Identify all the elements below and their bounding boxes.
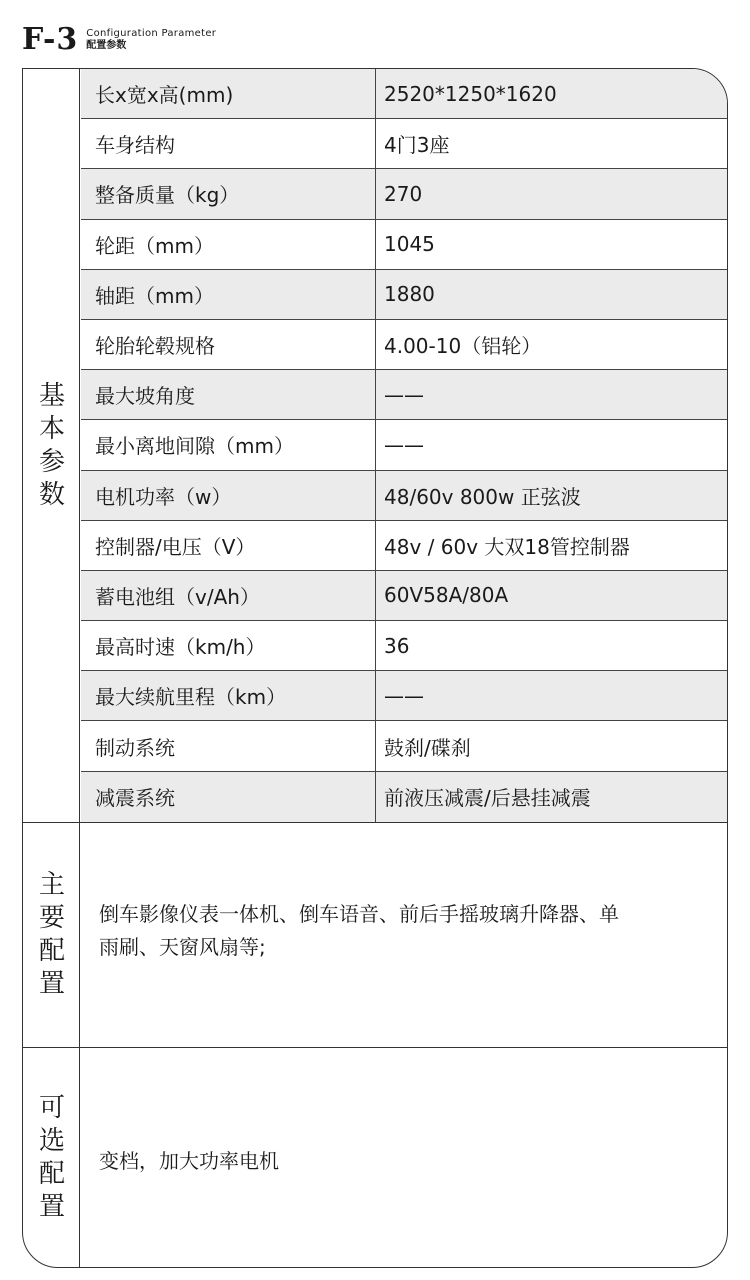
table-row [81, 420, 727, 470]
param-value: 1880 [384, 282, 435, 307]
section-code: F-3 [22, 22, 79, 57]
param-name: 长x宽x高(mm) [81, 69, 376, 118]
param-name: 制动系统 [81, 721, 376, 770]
basic-params-label: 基 本 参 数 [38, 380, 65, 510]
table-row [81, 721, 727, 771]
param-name: 减震系统 [81, 772, 376, 822]
param-name: 控制器/电压（V） [81, 521, 376, 570]
param-name: 整备质量（kg） [81, 169, 376, 218]
param-name: 蓄电池组（v/Ah） [81, 571, 376, 620]
param-value: —— [384, 432, 424, 457]
table-row [81, 571, 727, 621]
param-value: 36 [384, 633, 410, 658]
param-value: 60V58A/80A [384, 583, 509, 608]
optional-config-text: 变档，加大功率电机 [99, 1149, 279, 1173]
param-name: 最小离地间隙（mm） [81, 420, 376, 469]
table-row [81, 772, 727, 822]
main-config-label: 主 要 配 置 [38, 869, 65, 999]
table-row [81, 69, 727, 119]
section-divider [23, 822, 727, 823]
section-divider [23, 1047, 727, 1048]
param-name: 车身结构 [81, 119, 376, 168]
param-value: 48/60v 800w 正弦波 [384, 484, 581, 509]
param-name: 电机功率（w） [81, 471, 376, 520]
main-config-line: 雨刷、天窗风扇等; [99, 935, 266, 959]
title-chinese: 配置参数 [86, 40, 127, 51]
param-value: 鼓刹/碟刹 [384, 735, 471, 760]
param-value: 1045 [384, 232, 435, 257]
param-value: —— [384, 382, 424, 407]
table-row [81, 220, 727, 270]
param-name: 最大坡角度 [81, 370, 376, 419]
param-name: 最大续航里程（km） [81, 671, 376, 720]
param-value: 前液压减震/后悬挂减震 [384, 786, 591, 811]
param-value: 4门3座 [384, 133, 450, 158]
param-value: 48v / 60v 大双18管控制器 [384, 534, 630, 559]
header-titles [86, 28, 216, 52]
param-value: 2520*1250*1620 [384, 81, 557, 106]
optional-config-label: 可 选 配 置 [38, 1093, 65, 1222]
param-name: 轮距（mm） [81, 220, 376, 269]
title-english: Configuration Parameter [86, 28, 217, 39]
param-name: 最高时速（km/h） [81, 621, 376, 670]
table-row [81, 521, 727, 571]
param-value: —— [384, 683, 424, 708]
table-row [81, 320, 727, 370]
table-row [81, 671, 727, 721]
param-value: 270 [384, 181, 423, 206]
param-value: 4.00-10（铝轮） [384, 334, 542, 359]
table-row [81, 471, 727, 521]
table-row [81, 270, 727, 320]
params-table [81, 69, 727, 822]
param-name: 轴距（mm） [81, 270, 376, 319]
main-config-line: 倒车影像仪表一体机、倒车语音、前后手摇玻璃升降器、单 [99, 902, 619, 926]
table-row [81, 370, 727, 420]
spec-table-frame [22, 68, 728, 1268]
param-name: 轮胎轮毂规格 [81, 320, 376, 369]
table-row [81, 621, 727, 671]
table-row [81, 169, 727, 219]
table-row [81, 119, 727, 169]
main-config-text [99, 898, 713, 964]
page-header [22, 22, 216, 58]
